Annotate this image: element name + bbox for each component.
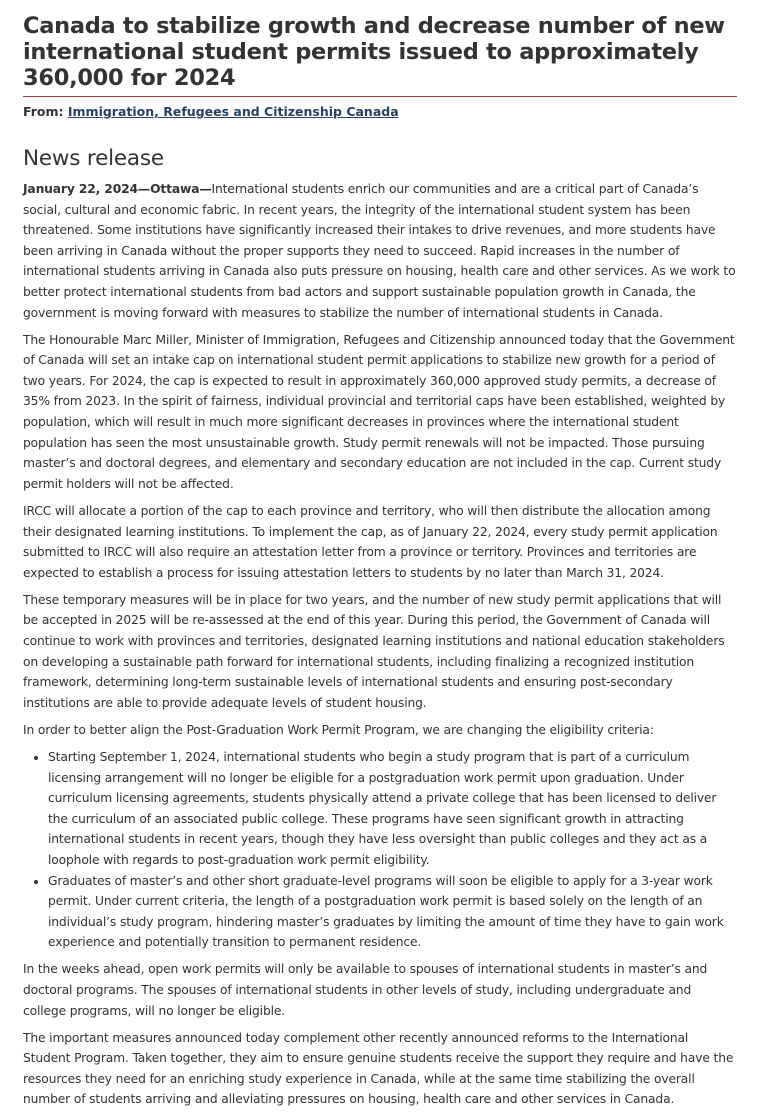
- paragraph-2: The Honourable Marc Miller, Minister of Immigration, Refugees and Citizenship announced today that the Government of Canada will set an intake cap on international student permit applications to stabilize new growth for a period of two years. For 2024, the cap is expected to result in approximately 360,000 approved study permits, a decrease of 35% from 2023. In the spirit of fairness, individual provincial and territorial caps have been established, weighted by population, which will result in much more significant decreases in provinces where the international student population has seen the most unsustainable growth. Study permit renewals will not be impacted. Those pursuing master’s and doctoral degrees, and elementary and secondary education are not included in the cap. Current study permit holders will not be affected.: [23, 332, 735, 491]
- title-divider: [23, 96, 737, 97]
- paragraph-7: The important measures announced today complement other recently announced reforms to the International Student Program. Taken together, they aim to ensure genuine students receive the support they require and have the resources they need for an enriching study experience in Canada, while at the same time stabilizing the overall number of students arriving and alleviating pressures on housing, health care and other services in Canada.: [23, 1030, 734, 1107]
- article-body: [23, 179, 737, 1117]
- paragraph-4: These temporary measures will be in place for two years, and the number of new study permit applications that will be accepted in 2025 will be re-assessed at the end of this year. During this period, the Government of Canada will continue to work with provinces and territories, designated learning institutions and national education stakeholders on developing a sustainable path forward for international students, including finalizing a recognized institution framework, determining long-term sustainable levels of international students and ensuring post-secondary institutions are able to provide adequate levels of student housing.: [23, 592, 725, 710]
- list-item: • Graduates of master’s and other short graduate-level programs will soon be eligible to apply for a 3-year work permit. Under current criteria, the length of a postgraduation work permit is based solely on the length of an individual’s study program, hindering master’s graduates by limiting the amount of time they have to gain work experience and potentially transition to permanent residence.: [48, 871, 737, 953]
- dateline: January 22, 2024—Ottawa—: [23, 182, 212, 196]
- paragraph-5: In order to better align the Post-Graduation Work Permit Program, we are changing the eligibility criteria:: [23, 722, 654, 737]
- from-line: [23, 103, 399, 121]
- eligibility-list: [23, 747, 737, 953]
- paragraph-1-text: International students enrich our communities and are a critical part of Canada’s social, cultural and economic fabric. In recent years, the integrity of the international student system has been threatened. Some institutions have significantly increased their intakes to drive revenues, and more students have been arriving in Canada without the proper supports they need to succeed. Rapid increases in the number of international students arriving in Canada also puts pressure on housing, health care and other services. As we work to better protect international students from bad actors and support sustainable population growth in Canada, the government is moving forward with measures to stabilize the number of international students in Canada.: [23, 182, 736, 320]
- paragraph-6: In the weeks ahead, open work permits will only be available to spouses of international students in master’s and doctoral programs. The spouses of international students in other levels of study, including undergraduate and college programs, will no longer be eligible.: [23, 962, 708, 1018]
- paragraph-1: [23, 179, 737, 323]
- from-label: From:: [23, 104, 64, 119]
- list-item: • Starting September 1, 2024, international students who begin a study program that is part of a curriculum licensing arrangement will no longer be eligible for a postgraduation work permit upon graduation. Under curriculum licensing agreements, students physically attend a private college that has been licensed to deliver the curriculum of an associated public college. These programs have seen significant growth in attracting international students in recent years, though they have less oversight than public colleges and they act as a loophole with regards to post-graduation work permit eligibility.: [48, 747, 737, 871]
- section-heading: News release: [23, 146, 164, 171]
- department-link[interactable]: Immigration, Refugees and Citizenship Canada: [67, 104, 399, 119]
- paragraph-3: IRCC will allocate a portion of the cap to each province and territory, who will then distribute the allocation among their designated learning institutions. To implement the cap, as of January 22, 2024, every study permit application submitted to IRCC will also require an attestation letter from a province or territory. Provinces and territories are expected to establish a process for issuing attestation letters to students by no later than March 31, 2024.: [23, 503, 718, 580]
- page-title: Canada to stabilize growth and decrease number of new international student permits issued to approximately 360,000 for 2024: [23, 13, 725, 91]
